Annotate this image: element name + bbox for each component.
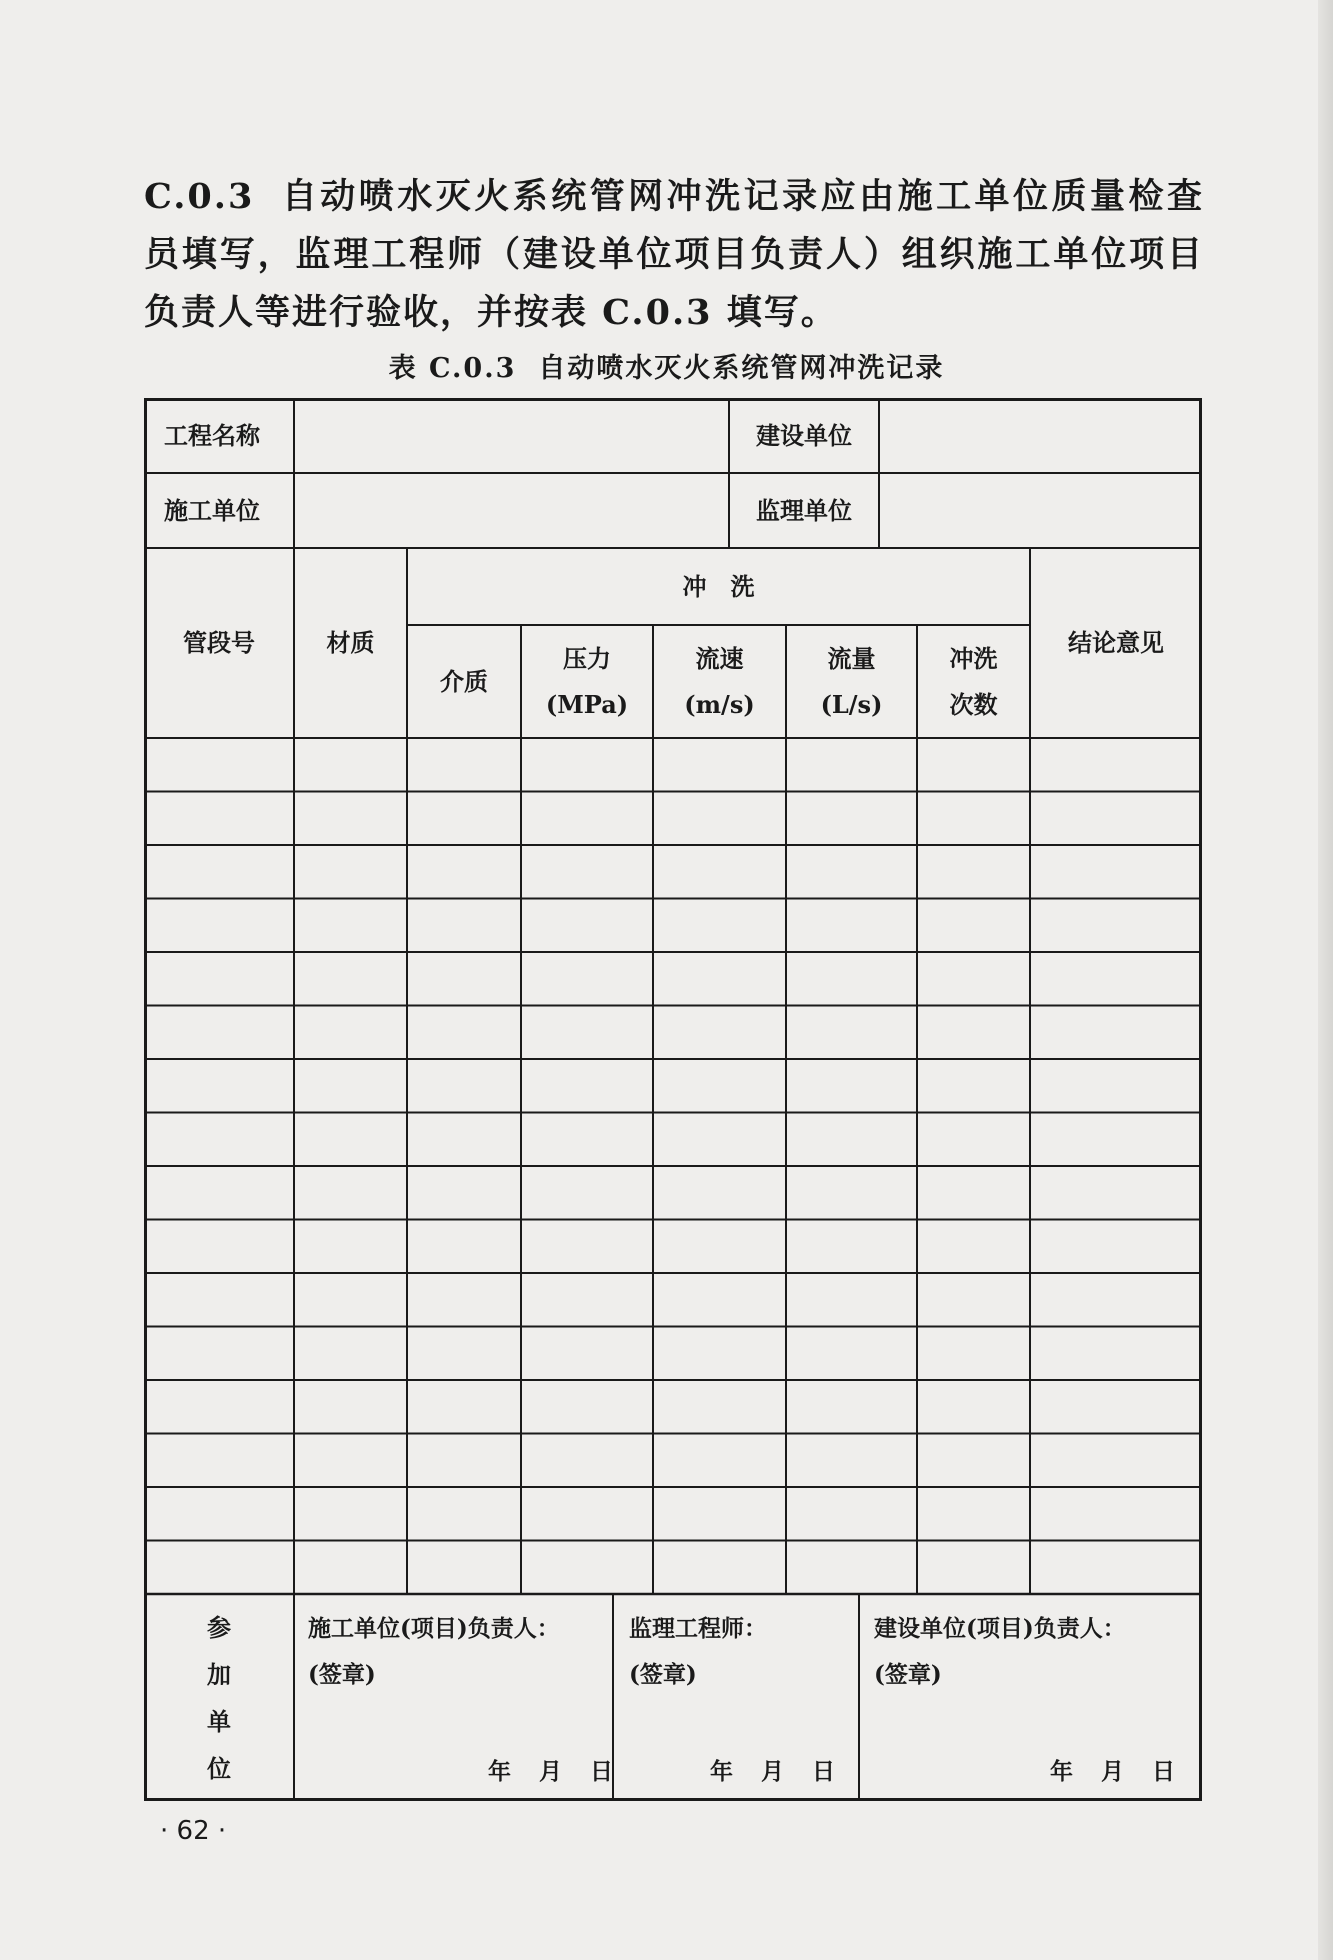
col-flush-count-line2: 次数 [949,689,998,719]
col-flush-count-line1: 冲洗 [949,643,998,673]
col-material: 材质 [326,628,375,657]
supervisor-signer-label: 监理工程师： [629,1615,767,1642]
col-pressure [521,625,653,738]
col-conclusion: 结论意见 [1068,628,1164,657]
builder-date[interactable] [1024,1753,1177,1786]
col-medium: 介质 [440,666,488,696]
label-construction-unit: 施工单位 [164,495,260,525]
builder-signer[interactable] [874,1606,1126,1698]
construction-signer-label: 施工单位(项目)负责人： [308,1615,560,1642]
section-paragraph [144,168,1204,342]
construction-seal: (签章) [308,1661,376,1688]
col-pressure-label: 压力 [563,643,611,673]
supervisor-date-month: 月 [761,1758,786,1785]
participants-char-4: 位 [207,1753,231,1783]
supervisor-date[interactable] [684,1753,837,1786]
supervisor-seal: (签章) [629,1661,697,1688]
participants-char-3: 单 [207,1706,231,1736]
construction-date-day: 日 [590,1758,615,1785]
field-builder-unit[interactable] [879,398,1202,473]
builder-seal: (签章) [874,1661,942,1688]
construction-signer[interactable] [308,1606,560,1698]
label-supervision-unit: 监理单位 [756,495,852,525]
page-edge [1318,0,1333,1960]
field-supervision-unit[interactable] [879,473,1202,548]
col-velocity-unit: (m/s) [684,689,755,719]
construction-date[interactable] [462,1753,615,1786]
field-construction-unit[interactable] [294,473,729,548]
supervisor-signer[interactable] [629,1606,767,1698]
builder-date-month: 月 [1101,1758,1126,1785]
col-velocity [653,625,786,738]
col-flow [786,625,917,738]
col-pipe-section: 管段号 [183,628,255,657]
col-pressure-unit: (MPa) [545,689,629,719]
col-flow-unit: (L/s) [820,689,883,719]
section-number: C.0.3 [144,176,255,217]
page-number: · 62 · [160,1816,227,1846]
builder-date-year: 年 [1050,1758,1075,1785]
table-caption-title: 自动喷水灭火系统管网冲洗记录 [538,353,945,384]
builder-signer-label: 建设单位(项目)负责人： [874,1615,1126,1642]
flushing-record-table [144,398,1202,1801]
label-builder-unit: 建设单位 [756,420,852,450]
col-flush-count [917,625,1030,738]
table-caption-number: 表 C.0.3 [388,353,517,384]
col-velocity-label: 流速 [695,643,744,673]
supervisor-date-day: 日 [812,1758,837,1785]
section-text: 自动喷水灭火系统管网冲洗记录应由施工单位质量检查员填写，监理工程师（建设单位项目负责人）组织施工单位项目负责人等进行验收，并按表 C.0.3 填写。 [144,176,1204,333]
participants-label [144,1594,294,1801]
participants-char-2: 加 [207,1659,231,1689]
construction-date-year: 年 [488,1758,513,1785]
builder-date-day: 日 [1152,1758,1177,1785]
label-project-name: 工程名称 [164,420,260,450]
col-flow-label: 流量 [827,643,876,673]
table-caption [0,346,1333,385]
construction-date-month: 月 [539,1758,564,1785]
supervisor-date-year: 年 [710,1758,735,1785]
col-flushing-group: 冲 洗 [682,571,755,601]
participants-char-1: 参 [207,1612,231,1642]
field-project-name[interactable] [294,398,729,473]
